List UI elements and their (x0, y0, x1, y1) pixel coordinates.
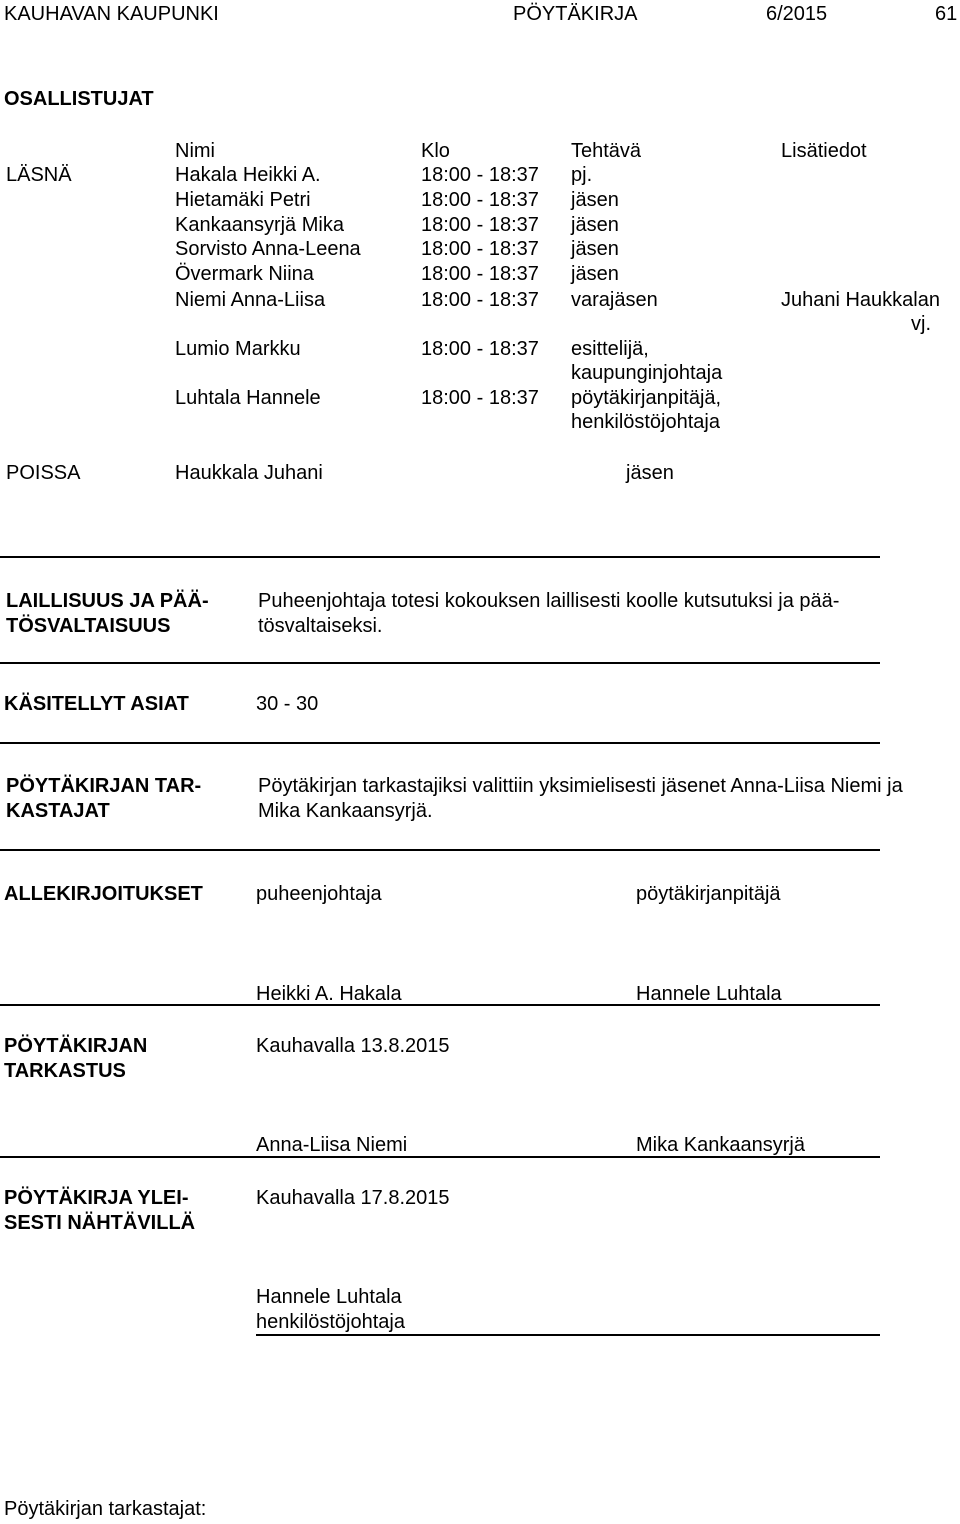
present-label: LÄSNÄ (6, 164, 72, 186)
participant-time: 18:00 - 18:37 (421, 238, 539, 260)
legality-text: tösvaltaiseksi. (258, 615, 383, 637)
column-header-role: Tehtävä (571, 140, 642, 162)
participant-time: 18:00 - 18:37 (421, 214, 539, 236)
participant-role: pöytäkirjanpitäjä, (571, 387, 722, 409)
participant-role: jäsen (571, 189, 619, 211)
absent-role: jäsen (626, 462, 674, 484)
participant-role: pj. (571, 164, 593, 186)
secretary-name: Hannele Luhtala (636, 983, 782, 1005)
legality-heading: TÖSVALTAISUUS (6, 615, 171, 637)
chair-name: Heikki A. Hakala (256, 983, 402, 1005)
minutes-checkers-text: Pöytäkirjan tarkastajiksi valittiin yksimielisesti jäsenet Anna-Liisa Niemi ja (258, 775, 903, 797)
checker-name: Anna-Liisa Niemi (256, 1134, 408, 1156)
items-handled-value: 30 - 30 (256, 693, 319, 715)
verification-heading: PÖYTÄKIRJAN (4, 1035, 148, 1057)
participant-role: varajäsen (571, 289, 658, 311)
page-number: 61 (935, 3, 958, 25)
participant-time: 18:00 - 18:37 (421, 164, 539, 186)
participant-time: 18:00 - 18:37 (421, 338, 539, 360)
participants-title: OSALLISTUJAT (4, 88, 154, 110)
signature-line (0, 1004, 880, 1006)
column-header-name: Nimi (175, 140, 215, 162)
participant-time: 18:00 - 18:37 (421, 289, 539, 311)
absent-label: POISSA (6, 462, 81, 484)
items-handled-heading: KÄSITELLYT ASIAT (4, 693, 189, 715)
section-divider (0, 556, 880, 558)
checker-name: Mika Kankaansyrjä (636, 1134, 805, 1156)
secretary-label: pöytäkirjanpitäjä (636, 883, 781, 905)
participant-name: Hietamäki Petri (175, 189, 311, 211)
absent-name: Haukkala Juhani (175, 462, 323, 484)
column-header-notes: Lisätiedot (781, 140, 867, 162)
participant-role: jäsen (571, 214, 619, 236)
section-divider (0, 849, 880, 851)
signer-name: Hannele Luhtala (256, 1286, 402, 1308)
participant-name: Luhtala Hannele (175, 387, 321, 409)
participant-name: Lumio Markku (175, 338, 301, 360)
participant-name: Niemi Anna-Liisa (175, 289, 326, 311)
participant-name: Kankaansyrjä Mika (175, 214, 344, 236)
signature-line (0, 1156, 880, 1158)
participant-name: Övermark Niina (175, 263, 314, 285)
participant-time: 18:00 - 18:37 (421, 263, 539, 285)
participant-role: kaupunginjohtaja (571, 362, 723, 384)
legality-heading: LAILLISUUS JA PÄÄ- (6, 590, 209, 612)
participant-notes: vj. (911, 313, 931, 335)
public-display-place-date: Kauhavalla 17.8.2015 (256, 1187, 450, 1209)
signatures-heading: ALLEKIRJOITUKSET (4, 883, 203, 905)
chair-label: puheenjohtaja (256, 883, 382, 905)
participant-role: jäsen (571, 238, 619, 260)
minutes-checkers-heading: KASTAJAT (6, 800, 110, 822)
participant-name: Hakala Heikki A. (175, 164, 321, 186)
public-display-heading: SESTI NÄHTÄVILLÄ (4, 1212, 196, 1234)
verification-heading: TARKASTUS (4, 1060, 126, 1082)
participant-name: Sorvisto Anna-Leena (175, 238, 361, 260)
minutes-checkers-text: Mika Kankaansyrjä. (258, 800, 433, 822)
verification-place-date: Kauhavalla 13.8.2015 (256, 1035, 450, 1057)
section-divider (0, 662, 880, 664)
public-display-heading: PÖYTÄKIRJA YLEI- (4, 1187, 189, 1209)
document-type: PÖYTÄKIRJA (513, 3, 638, 25)
participant-time: 18:00 - 18:37 (421, 189, 539, 211)
signer-title: henkilöstöjohtaja (256, 1311, 405, 1333)
section-divider (0, 742, 880, 744)
participant-time: 18:00 - 18:37 (421, 387, 539, 409)
legality-text: Puheenjohtaja totesi kokouksen laillisesti koolle kutsutuksi ja pää- (258, 590, 840, 612)
organization-name: KAUHAVAN KAUPUNKI (4, 3, 219, 25)
signature-line (256, 1334, 880, 1336)
participant-role: henkilöstöjohtaja (571, 411, 720, 433)
participant-role: jäsen (571, 263, 619, 285)
participant-role: esittelijä, (571, 338, 649, 360)
minutes-checkers-heading: PÖYTÄKIRJAN TAR- (6, 775, 202, 797)
document-number: 6/2015 (766, 3, 828, 25)
checkers-footer-label: Pöytäkirjan tarkastajat: (4, 1498, 207, 1520)
participant-notes: Juhani Haukkalan (781, 289, 940, 311)
column-header-time: Klo (421, 140, 450, 162)
